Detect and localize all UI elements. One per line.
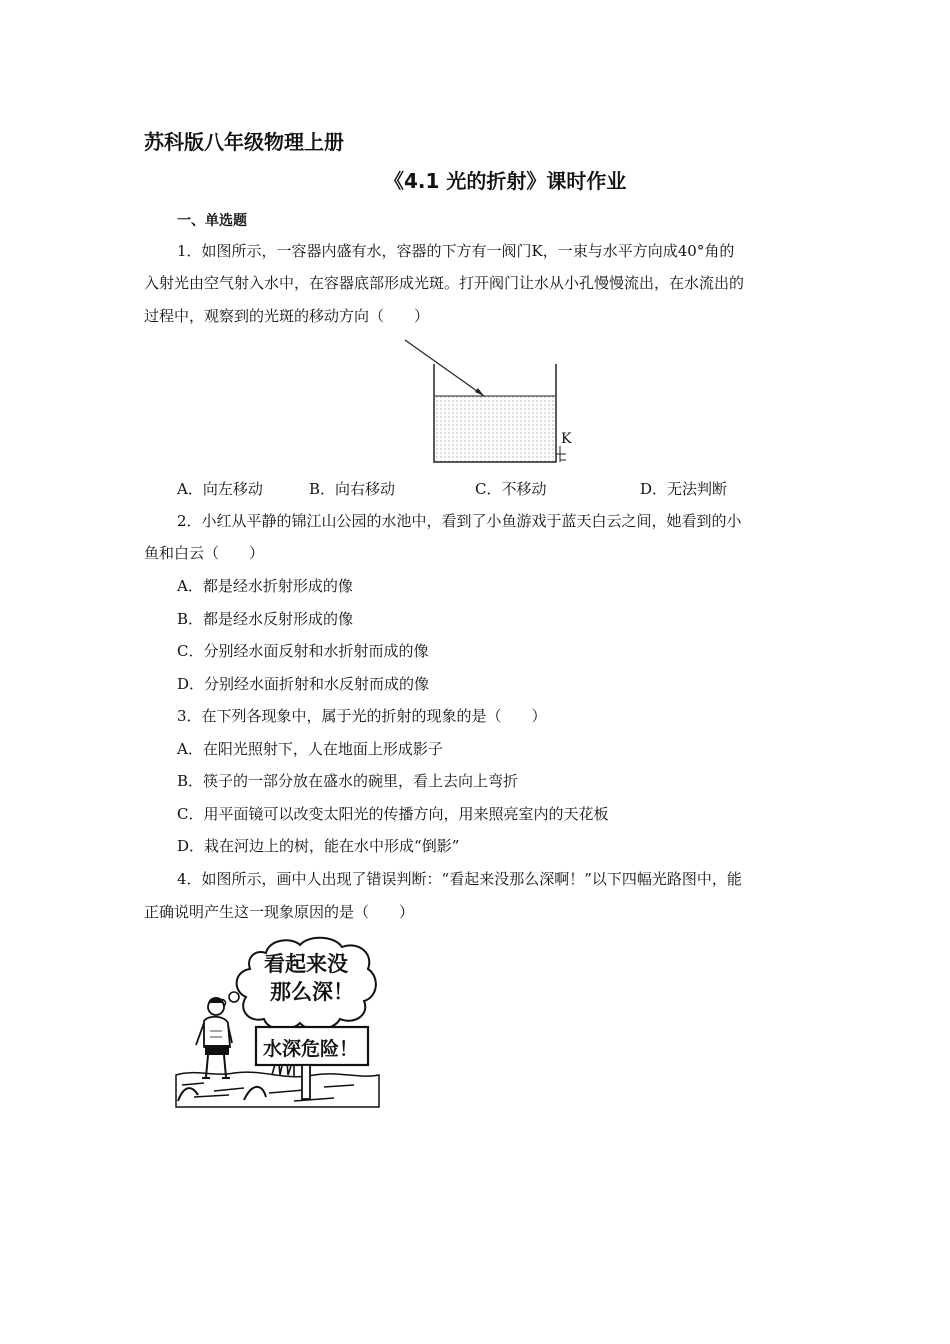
q1-arrow-head xyxy=(475,388,484,396)
q1-text-line3: 过程中，观察到的光斑的移动方向（ ） xyxy=(144,307,430,325)
q1-text-line1: 1．如图所示，一容器内盛有水，容器的下方有一阀门K，一束与水平方向成40°角的 xyxy=(177,242,735,260)
bubble-dot-1 xyxy=(229,992,239,1002)
bubble-text-line1: 看起来没 xyxy=(264,952,348,976)
q2-option-a: A．都是经水折射形成的像 xyxy=(177,577,353,595)
q4-text-line2: 正确说明产生这一现象原因的是（ ） xyxy=(144,903,415,921)
q2-text-line2: 鱼和白云（ ） xyxy=(144,544,265,562)
q2-option-d: D．分别经水面折射和水反射而成的像 xyxy=(177,675,430,693)
q3-option-b: B．筷子的一部分放在盛水的碗里，看上去向上弯折 xyxy=(177,772,519,790)
warning-sign-post xyxy=(302,1065,310,1099)
q1-option-b: B．向右移动 xyxy=(309,480,396,498)
q1-option-d: D．无法判断 xyxy=(640,480,728,498)
q3-option-d: D．栽在河边上的树，能在水中形成“倒影” xyxy=(177,837,460,855)
q1-option-c: C．不移动 xyxy=(475,480,547,498)
q1-text-line2: 入射光由空气射入水中，在容器底部形成光斑。打开阀门让水从小孔慢慢流出，在水流出的 xyxy=(144,274,745,292)
q2-option-c: C．分别经水面反射和水折射而成的像 xyxy=(177,642,429,660)
q2-text-line1: 2．小红从平静的锦江山公园的水池中，看到了小鱼游戏于蓝天白云之间，她看到的小 xyxy=(177,512,742,530)
q3-text-line1: 3．在下列各现象中，属于光的折射的现象的是（ ） xyxy=(177,707,547,725)
person-figure xyxy=(196,997,232,1078)
q1-valve-label: K xyxy=(561,431,572,447)
q3-option-c: C．用平面镜可以改变太阳光的传播方向，用来照亮室内的天花板 xyxy=(177,805,609,823)
document-subtitle: 《4.1 光的折射》课时作业 xyxy=(384,169,627,193)
section-heading: 一、单选题 xyxy=(177,213,247,229)
q1-option-a: A．向左移动 xyxy=(177,480,263,498)
q4-text-line1: 4．如图所示，画中人出现了错误判断：“看起来没那么深啊！”以下四幅光路图中，能 xyxy=(177,870,742,888)
warning-sign-text: 水深危险！ xyxy=(263,1038,359,1060)
q1-water-fill xyxy=(435,396,555,461)
q2-option-b: B．都是经水反射形成的像 xyxy=(177,610,354,628)
document-title: 苏科版八年级物理上册 xyxy=(144,130,344,154)
bubble-text-line2: 那么深！ xyxy=(270,980,354,1004)
q1-light-ray xyxy=(405,340,484,396)
q3-option-a: A．在阳光照射下，人在地面上形成影子 xyxy=(177,740,443,758)
